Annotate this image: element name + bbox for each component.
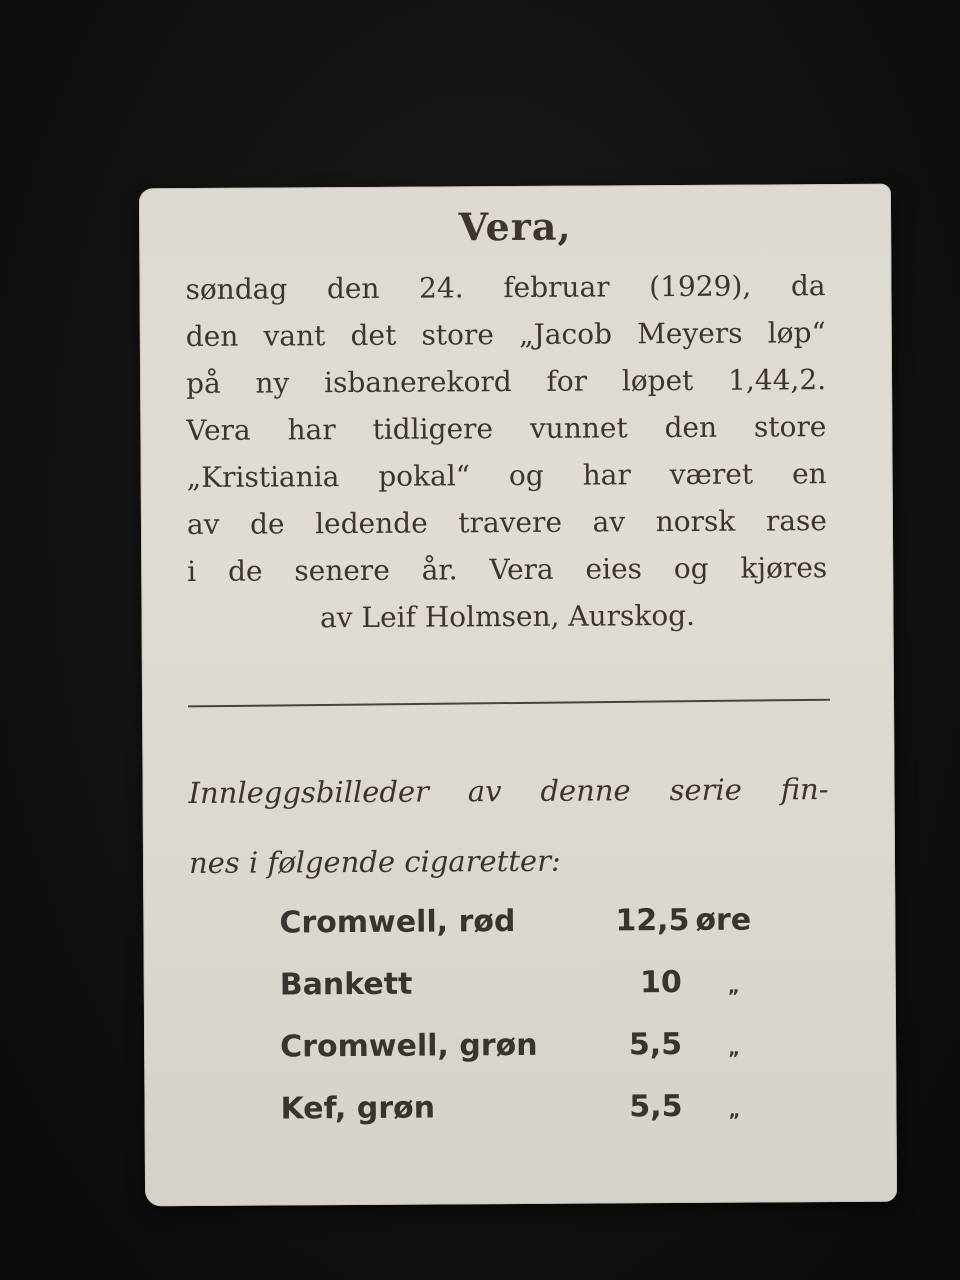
brand-row xyxy=(280,1088,800,1153)
description-line: av Leif Holmsen, Aurskog. xyxy=(319,598,696,635)
description-line: „Kristiania pokal“ og har været en xyxy=(186,457,827,495)
ditto-mark: „ xyxy=(728,1038,741,1060)
note-line: nes i følgende cigaretter: xyxy=(188,843,561,881)
description-line: på ny isbanerekord for løpet 1,44,2. xyxy=(185,363,827,401)
brand-row xyxy=(280,1026,800,1091)
brand-row xyxy=(279,902,799,967)
description-line: den vant det store „Jacob Meyers løp“ xyxy=(185,316,826,354)
brand-price: 5,5 xyxy=(629,1089,683,1125)
description-line: Vera har tidligere vunnet den store xyxy=(186,410,827,448)
brand-name: Cromwell, rød xyxy=(279,904,516,941)
brand-price: 5,5 xyxy=(628,1027,683,1063)
brand-row xyxy=(280,964,800,1029)
card-title: Vera, xyxy=(458,203,572,250)
brand-name: Cromwell, grøn xyxy=(280,1027,538,1065)
description-line: av de ledende travere av norsk rase xyxy=(186,504,828,542)
note-line: Innleggsbilleder av denne serie fin- xyxy=(188,772,829,811)
description-paragraph xyxy=(185,262,827,642)
ditto-mark: „ xyxy=(727,976,740,998)
brand-price: 12,5 xyxy=(615,902,690,939)
ditto-mark: „ xyxy=(728,1100,741,1122)
description-line: søndag den 24. februar (1929), da xyxy=(185,269,826,307)
divider-line xyxy=(188,699,830,708)
brand-list xyxy=(279,902,801,1153)
cigarette-card xyxy=(139,184,897,1207)
brand-name: Bankett xyxy=(279,966,413,1003)
series-note xyxy=(188,754,829,898)
description-line: i de senere år. Vera eies og kjøres xyxy=(187,551,828,589)
brand-name: Kef, grøn xyxy=(280,1090,436,1127)
brand-unit: øre xyxy=(695,902,752,938)
brand-price: 10 xyxy=(639,965,682,1001)
